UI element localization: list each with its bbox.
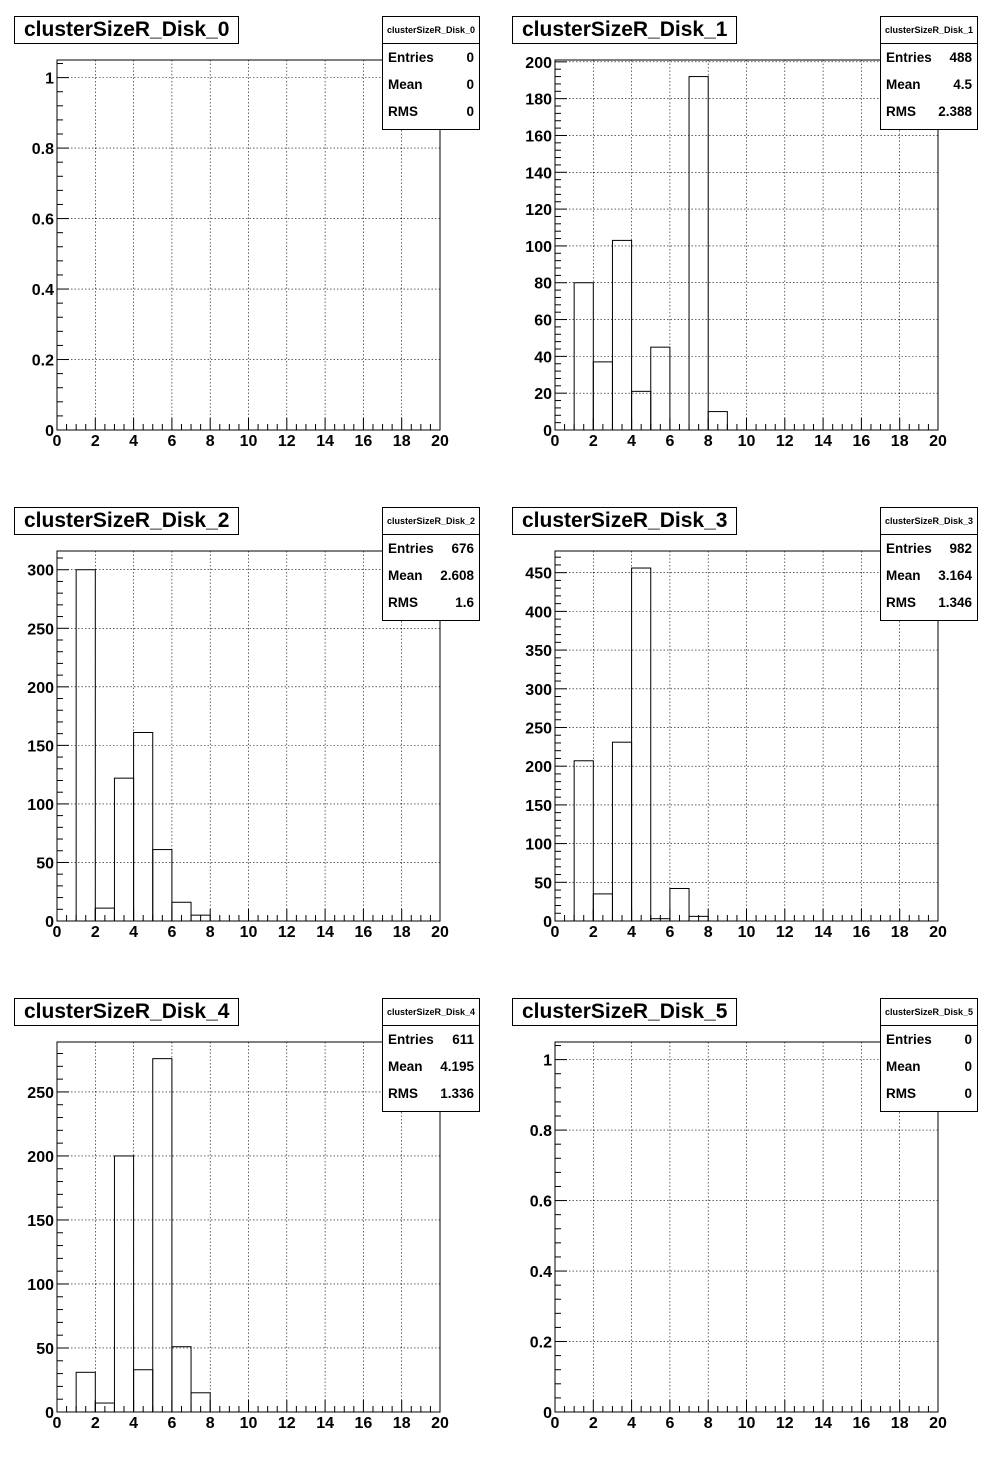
- stats-label-entries: Entries: [886, 50, 932, 65]
- stats-value-mean: 3.164: [938, 568, 972, 583]
- x-tick-label: 16: [852, 924, 871, 941]
- y-tick-label: 0.8: [31, 141, 54, 159]
- stats-box-name: clusterSizeR_Disk_5: [881, 999, 977, 1026]
- x-tick-label: 10: [737, 924, 756, 941]
- y-tick-label: 200: [525, 759, 552, 777]
- y-tick-label: 200: [27, 1148, 54, 1166]
- x-tick-label: 14: [814, 433, 832, 450]
- x-tick-label: 0: [52, 1415, 62, 1432]
- x-tick-label: 14: [316, 924, 334, 941]
- x-tick-label: 10: [737, 1415, 756, 1432]
- x-tick-label: 16: [354, 924, 373, 941]
- y-tick-label: 50: [36, 855, 54, 873]
- y-tick-label: 0: [45, 1405, 54, 1422]
- stats-label-mean: Mean: [388, 568, 423, 583]
- y-tick-label: 0: [45, 423, 54, 440]
- y-tick-label: 0.6: [31, 211, 54, 229]
- x-tick-label: 20: [929, 924, 947, 941]
- stats-box-name: clusterSizeR_Disk_2: [383, 508, 479, 535]
- y-tick-label: 150: [27, 738, 54, 756]
- x-tick-label: 4: [627, 433, 637, 450]
- x-tick-label: 4: [129, 924, 139, 941]
- x-tick-label: 14: [814, 924, 832, 941]
- stats-value-mean: 4.5: [953, 77, 972, 92]
- y-tick-label: 1: [543, 1052, 552, 1070]
- y-tick-label: 60: [534, 312, 552, 330]
- stats-value-rms: 1.6: [455, 595, 474, 610]
- stats-value-mean: 0: [466, 77, 474, 92]
- stats-value-rms: 1.336: [440, 1086, 474, 1101]
- x-tick-label: 12: [277, 1415, 296, 1432]
- stats-value-entries: 611: [452, 1032, 474, 1047]
- stats-row-entries: [881, 1026, 977, 1053]
- stats-label-mean: Mean: [886, 1059, 921, 1074]
- stats-row-rms: [383, 1080, 479, 1107]
- x-tick-label: 12: [775, 1415, 794, 1432]
- x-tick-label: 4: [627, 1415, 637, 1432]
- y-tick-label: 200: [27, 679, 54, 697]
- stats-value-entries: 676: [451, 541, 474, 556]
- x-tick-label: 20: [929, 433, 947, 450]
- x-tick-label: 14: [316, 433, 334, 450]
- x-tick-label: 4: [129, 433, 139, 450]
- y-tick-label: 50: [36, 1340, 54, 1358]
- histogram-title: clusterSizeR_Disk_4: [14, 998, 239, 1026]
- x-tick-label: 8: [205, 433, 215, 450]
- y-tick-label: 400: [525, 604, 552, 622]
- stats-box-name: clusterSizeR_Disk_3: [881, 508, 977, 535]
- x-tick-label: 0: [550, 924, 560, 941]
- y-tick-label: 0: [543, 914, 552, 931]
- stats-box: [382, 998, 480, 1112]
- y-tick-label: 150: [27, 1212, 54, 1230]
- stats-label-rms: RMS: [886, 1086, 916, 1101]
- stats-label-entries: Entries: [388, 541, 434, 556]
- x-tick-label: 2: [588, 433, 598, 450]
- stats-label-entries: Entries: [388, 50, 434, 65]
- x-tick-label: 0: [52, 924, 62, 941]
- histogram-title: clusterSizeR_Disk_5: [512, 998, 737, 1026]
- y-tick-label: 0: [45, 914, 54, 931]
- x-tick-label: 8: [703, 1415, 713, 1432]
- x-tick-label: 4: [129, 1415, 139, 1432]
- stats-row-mean: [881, 562, 977, 589]
- stats-value-rms: 0: [964, 1086, 972, 1101]
- histogram-title: clusterSizeR_Disk_0: [14, 16, 239, 44]
- stats-row-rms: [881, 589, 977, 616]
- y-tick-label: 1: [45, 70, 54, 88]
- x-tick-label: 6: [167, 433, 177, 450]
- stats-label-entries: Entries: [886, 541, 932, 556]
- stats-label-mean: Mean: [886, 568, 921, 583]
- x-tick-label: 20: [431, 433, 449, 450]
- stats-row-entries: [383, 1026, 479, 1053]
- x-tick-label: 2: [90, 924, 100, 941]
- stats-value-mean: 2.608: [440, 568, 474, 583]
- x-tick-label: 18: [392, 924, 411, 941]
- x-tick-label: 10: [239, 433, 258, 450]
- x-tick-label: 8: [205, 1415, 215, 1432]
- x-tick-label: 12: [775, 433, 794, 450]
- stats-box-name: clusterSizeR_Disk_4: [383, 999, 479, 1026]
- x-tick-label: 6: [665, 924, 675, 941]
- stats-value-rms: 2.388: [938, 104, 972, 119]
- y-tick-label: 250: [27, 1084, 54, 1102]
- y-tick-label: 100: [27, 796, 54, 814]
- stats-box: [880, 998, 978, 1112]
- y-tick-label: 100: [27, 1276, 54, 1294]
- stats-row-mean: [383, 1053, 479, 1080]
- y-tick-label: 200: [525, 54, 552, 72]
- x-tick-label: 14: [316, 1415, 334, 1432]
- x-tick-label: 6: [665, 433, 675, 450]
- stats-label-mean: Mean: [388, 1059, 423, 1074]
- x-tick-label: 0: [550, 433, 560, 450]
- stats-value-entries: 982: [949, 541, 972, 556]
- x-tick-label: 16: [354, 1415, 373, 1432]
- stats-row-rms: [383, 98, 479, 125]
- stats-box: [880, 16, 978, 130]
- stats-value-entries: 0: [964, 1032, 972, 1047]
- y-tick-label: 450: [525, 565, 552, 583]
- x-tick-label: 16: [852, 1415, 871, 1432]
- x-tick-label: 18: [890, 1415, 909, 1432]
- x-tick-label: 8: [703, 924, 713, 941]
- y-tick-label: 0.6: [529, 1193, 552, 1211]
- stats-box-name: clusterSizeR_Disk_1: [881, 17, 977, 44]
- stats-label-entries: Entries: [886, 1032, 932, 1047]
- histogram-title: clusterSizeR_Disk_3: [512, 507, 737, 535]
- stats-box-name: clusterSizeR_Disk_0: [383, 17, 479, 44]
- y-tick-label: 300: [27, 562, 54, 580]
- x-tick-label: 18: [392, 433, 411, 450]
- stats-label-mean: Mean: [388, 77, 423, 92]
- x-tick-label: 16: [852, 433, 871, 450]
- histogram-title: clusterSizeR_Disk_1: [512, 16, 737, 44]
- y-tick-label: 150: [525, 797, 552, 815]
- y-tick-label: 20: [534, 386, 552, 404]
- x-tick-label: 8: [703, 433, 713, 450]
- x-tick-label: 2: [90, 1415, 100, 1432]
- stats-row-entries: [881, 44, 977, 71]
- y-tick-label: 50: [534, 875, 552, 893]
- x-tick-label: 20: [929, 1415, 947, 1432]
- stats-value-mean: 4.195: [440, 1059, 474, 1074]
- y-tick-label: 120: [525, 202, 552, 220]
- y-tick-label: 0.2: [529, 1334, 552, 1352]
- stats-label-rms: RMS: [886, 104, 916, 119]
- x-tick-label: 20: [431, 1415, 449, 1432]
- y-tick-label: 0: [543, 423, 552, 440]
- y-tick-label: 160: [525, 128, 552, 146]
- stats-row-entries: [881, 535, 977, 562]
- y-tick-label: 40: [534, 349, 552, 367]
- y-tick-label: 100: [525, 238, 552, 256]
- y-tick-label: 0: [543, 1405, 552, 1422]
- stats-row-rms: [881, 1080, 977, 1107]
- histogram-title: clusterSizeR_Disk_2: [14, 507, 239, 535]
- x-tick-label: 12: [277, 433, 296, 450]
- y-tick-label: 100: [525, 836, 552, 854]
- stats-box: [382, 507, 480, 621]
- x-tick-label: 2: [588, 1415, 598, 1432]
- y-tick-label: 0.4: [529, 1264, 552, 1282]
- x-tick-label: 20: [431, 924, 449, 941]
- x-tick-label: 12: [277, 924, 296, 941]
- stats-label-rms: RMS: [886, 595, 916, 610]
- x-tick-label: 6: [167, 924, 177, 941]
- y-tick-label: 250: [27, 621, 54, 639]
- x-tick-label: 0: [52, 433, 62, 450]
- x-tick-label: 10: [239, 924, 258, 941]
- stats-value-entries: 0: [466, 50, 474, 65]
- y-tick-label: 0.4: [31, 282, 54, 300]
- x-tick-label: 12: [775, 924, 794, 941]
- stats-value-mean: 0: [964, 1059, 972, 1074]
- y-tick-label: 350: [525, 643, 552, 661]
- y-tick-label: 140: [525, 165, 552, 183]
- stats-row-rms: [881, 98, 977, 125]
- stats-row-mean: [881, 1053, 977, 1080]
- stats-row-entries: [383, 535, 479, 562]
- stats-row-entries: [383, 44, 479, 71]
- x-tick-label: 10: [239, 1415, 258, 1432]
- x-tick-label: 0: [550, 1415, 560, 1432]
- y-tick-label: 0.2: [31, 352, 54, 370]
- x-tick-label: 2: [588, 924, 598, 941]
- stats-box: [382, 16, 480, 130]
- stats-value-rms: 1.346: [938, 595, 972, 610]
- x-tick-label: 6: [665, 1415, 675, 1432]
- x-tick-label: 10: [737, 433, 756, 450]
- x-tick-label: 18: [392, 1415, 411, 1432]
- x-tick-label: 4: [627, 924, 637, 941]
- stats-row-mean: [383, 71, 479, 98]
- x-tick-label: 16: [354, 433, 373, 450]
- stats-label-mean: Mean: [886, 77, 921, 92]
- y-tick-label: 180: [525, 91, 552, 109]
- stats-label-rms: RMS: [388, 104, 418, 119]
- y-tick-label: 0.8: [529, 1123, 552, 1141]
- y-tick-label: 250: [525, 720, 552, 738]
- x-tick-label: 8: [205, 924, 215, 941]
- x-tick-label: 2: [90, 433, 100, 450]
- x-tick-label: 6: [167, 1415, 177, 1432]
- stats-row-mean: [881, 71, 977, 98]
- x-tick-label: 18: [890, 924, 909, 941]
- stats-label-entries: Entries: [388, 1032, 434, 1047]
- x-tick-label: 14: [814, 1415, 832, 1432]
- stats-box: [880, 507, 978, 621]
- y-tick-label: 80: [534, 275, 552, 293]
- stats-row-mean: [383, 562, 479, 589]
- x-tick-label: 18: [890, 433, 909, 450]
- stats-label-rms: RMS: [388, 595, 418, 610]
- y-tick-label: 300: [525, 681, 552, 699]
- stats-label-rms: RMS: [388, 1086, 418, 1101]
- stats-row-rms: [383, 589, 479, 616]
- stats-value-rms: 0: [466, 104, 474, 119]
- stats-value-entries: 488: [949, 50, 972, 65]
